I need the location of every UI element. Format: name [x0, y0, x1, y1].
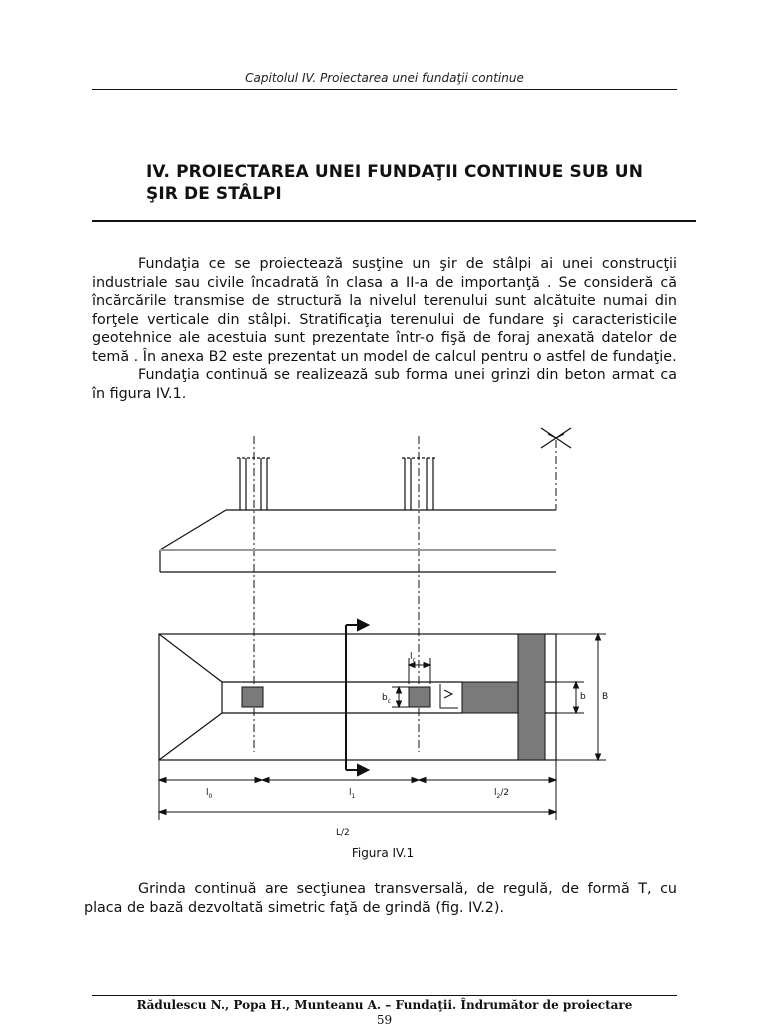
paragraph-3: Grinda continuă are secţiunea transversală, de regulă, de formă T, cu placa de bază dezvoltată simetric faţă de grindă (fig. IV.2). [84, 881, 677, 916]
label-l0: $l_0$ [206, 788, 213, 800]
chapter-title-line2: ŞIR DE STÂLPI [146, 184, 282, 204]
chapter-title-line1: IV. PROIECTAREA UNEI FUNDAŢII CONTINUE SUB UN [146, 162, 644, 182]
running-header: Capitolul IV. Proiectarea unei fundaţii continue [245, 71, 524, 85]
label-L-half: L/2 [336, 828, 350, 838]
header-rule [92, 89, 677, 90]
figure-foundation-drawing [0, 425, 768, 845]
beam-elevation [160, 510, 556, 572]
footer-rule [92, 995, 677, 996]
paragraph-1: Fundaţia ce se proiectează susţine un şir de stâlpi ai unei construcţii industriale sau civile încadrată în clasa a II-a de importanţă . Se consideră că încărcările transmise de structură la nivelul terenului sunt alcătuite numai din forţele verticale din stâlpi. Stratificaţia terenului de fundare şi caracteristicile geotehnice ale acestuia sunt prezentate într-o fişă de foraj anexată datelor de temă . În anexa B2 este prezentat un model de calcul pentru o astfel de fundaţie. [92, 256, 677, 365]
label-B: B [602, 692, 609, 702]
label-b: b [580, 692, 586, 702]
label-l1: $l_1$ [349, 788, 356, 800]
column-sections [242, 687, 430, 707]
page-number: 59 [376, 1013, 393, 1027]
dim-bc [392, 687, 409, 707]
paragraph-2: Fundaţia continuă se realizează sub forma unei grinzi din beton armat ca în figura IV.1. [92, 367, 677, 402]
title-rule [92, 220, 696, 222]
closing-text [84, 880, 677, 917]
end-beam-section [462, 634, 545, 760]
section-cut-marker [346, 620, 368, 775]
figure-caption: Figura IV.1 [351, 846, 415, 860]
label-l2-half: $l_2/2$ [494, 788, 510, 800]
intro-text [92, 255, 677, 403]
break-line [440, 684, 458, 708]
chapter-title [146, 161, 698, 205]
footer-authors: Rădulescu N., Popa H., Munteanu A. – Fundaţii. Îndrumător de proiectare [136, 998, 633, 1012]
label-bc: $b_c$ [382, 693, 392, 705]
label-lc: $l_c$ [410, 652, 416, 664]
